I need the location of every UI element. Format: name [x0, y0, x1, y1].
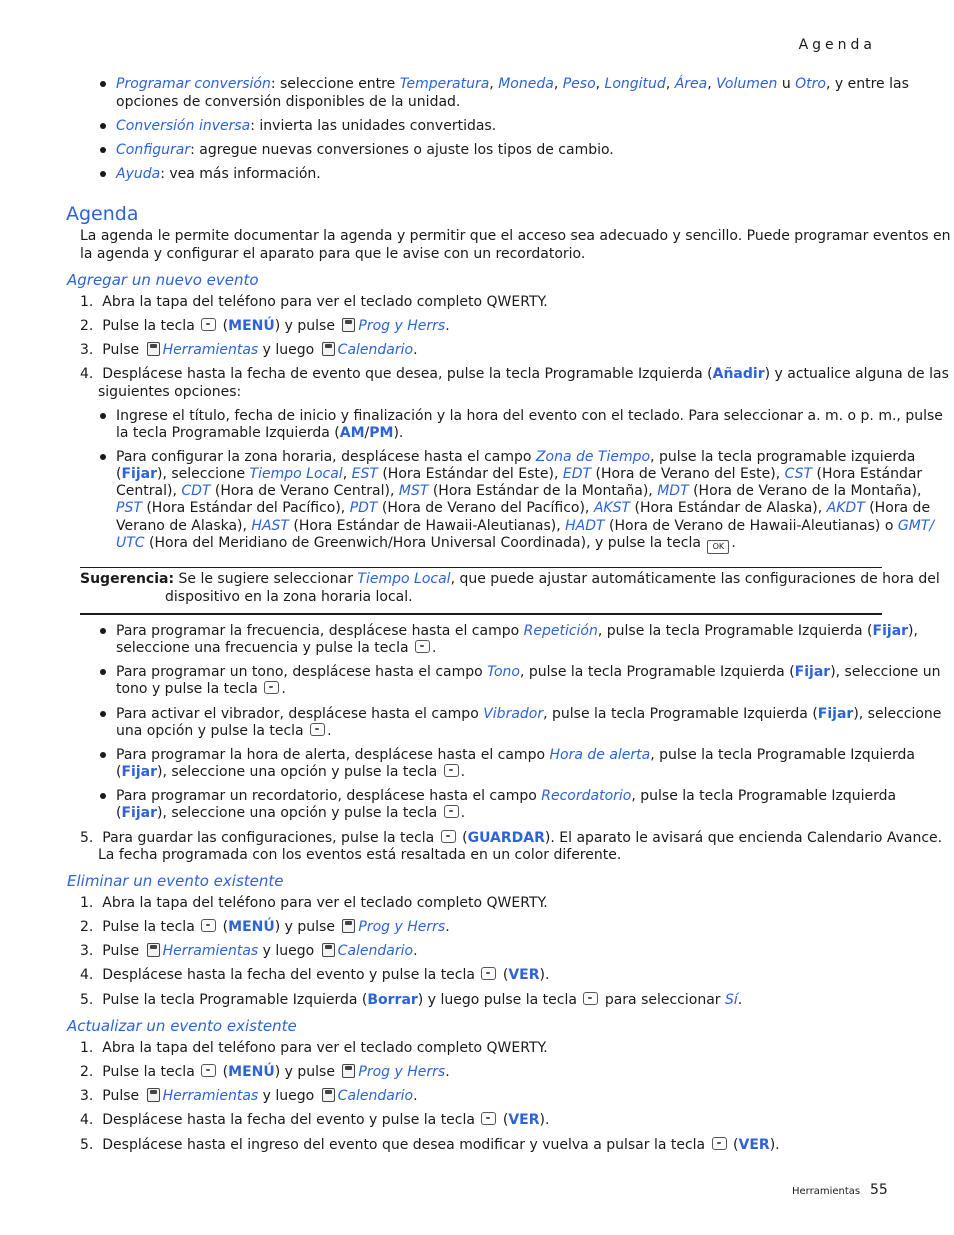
tip-text-continuation: dispositivo en la zona horaria local.	[165, 589, 413, 605]
add-label: Añadir	[712, 366, 765, 382]
option-pdt: PDT	[349, 500, 378, 516]
field-vibrador: Vibrador	[483, 706, 544, 722]
bullet-dot	[100, 752, 106, 758]
sub-bullet-continuation: (Fijar), seleccione Tiempo Local, EST (Hora Estándar del Este), EDT (Hora de Verano del Este), CST (Hora Estándar	[116, 466, 923, 482]
fijar-label: Fijar	[817, 706, 854, 722]
tip-label: Sugerencia:	[80, 571, 175, 587]
link-prog-herrs[interactable]: Prog y Herrs	[358, 1064, 446, 1080]
sub-bullet: Para programar la hora de alerta, desplácese hasta el campo Hora de alerta, pulse la tecla Programable Izquierda	[116, 747, 915, 763]
prog-herrs-icon	[342, 318, 355, 332]
link-volumen[interactable]: Volumen	[716, 76, 778, 92]
option-mst: MST	[398, 483, 429, 499]
step-4-continuation: siguientes opciones:	[98, 384, 242, 400]
option-tiempo-local: Tiempo Local	[249, 466, 343, 482]
link-tiempo-local[interactable]: Tiempo Local	[357, 571, 451, 587]
sub-bullet-continuation: tono y pulse la tecla .	[116, 681, 286, 697]
option-akdt: AKDT	[826, 500, 865, 516]
sub-bullet-continuation: Verano de Alaska), HAST (Hora Estándar de Hawaii-Aleutianas), HADT (Hora de Verano de Hawaii-Aleutianas) o GMT/	[116, 518, 935, 534]
running-header: Agenda	[798, 37, 876, 53]
link-programar-conversion[interactable]: Programar conversión	[116, 76, 271, 92]
fijar-label: Fijar	[794, 664, 831, 680]
bullet-dot	[100, 171, 106, 177]
list-item: Programar conversión: seleccione entre Temperatura, Moneda, Peso, Longitud, Área, Volumen u Otro, y entre las	[116, 76, 909, 92]
bullet-dot	[100, 628, 106, 634]
bullet-dot	[100, 669, 106, 675]
menu-label: MENÚ	[228, 919, 275, 935]
fijar-label: Fijar	[121, 466, 157, 482]
tip-rule-top	[80, 567, 882, 568]
option-hadt: HADT	[565, 518, 605, 534]
guardar-label: GUARDAR	[467, 830, 545, 846]
list-item: Configurar: agregue nuevas conversiones o ajuste los tipos de cambio.	[116, 142, 614, 158]
bullet-dot	[100, 81, 106, 87]
select-key-icon	[415, 640, 430, 653]
option-cst: CST	[784, 466, 813, 482]
sub-bullet-continuation: PST (Hora Estándar del Pacífico), PDT (Hora de Verano del Pacífico), AKST (Hora Estándar de Alaska), AKDT (Hora de	[116, 500, 931, 516]
option-hast: HAST	[251, 518, 289, 534]
intro-text: La agenda le permite documentar la agenda y permitir que el acceso sea adecuado y sencillo. Puede programar eventos en	[80, 228, 951, 244]
intro-text: la agenda y configurar el aparato para que le avise con un recordatorio.	[80, 246, 586, 262]
option-edt: EDT	[562, 466, 592, 482]
sub-bullet: Para programar un tono, desplácese hasta el campo Tono, pulse la tecla Programable Izquierda (Fijar), seleccione un	[116, 664, 941, 680]
step-3: 3. Pulse Herramientas y luego Calendario.	[80, 1088, 418, 1104]
herramientas-icon	[147, 1088, 160, 1102]
step-5: 5. Desplácese hasta el ingreso del evento que desea modificar y vuelva a pulsar la tecla (VER).	[80, 1137, 780, 1153]
option-cdt: CDT	[181, 483, 211, 499]
bullet-dot	[100, 793, 106, 799]
subsection-heading: Agregar un nuevo evento	[67, 271, 259, 289]
option-utc: UTC	[116, 535, 145, 551]
link-prog-herrs[interactable]: Prog y Herrs	[358, 318, 446, 334]
subsection-heading: Actualizar un evento existente	[67, 1017, 297, 1035]
step-3: 3. Pulse Herramientas y luego Calendario.	[80, 943, 418, 959]
link-configurar[interactable]: Configurar	[116, 142, 191, 158]
herramientas-icon	[147, 943, 160, 957]
link-herramientas[interactable]: Herramientas	[162, 342, 259, 358]
option-mdt: MDT	[657, 483, 689, 499]
step-4: 4. Desplácese hasta la fecha del evento y pulse la tecla (VER).	[80, 1112, 550, 1128]
ver-label: VER	[508, 1112, 540, 1128]
sub-bullet: Para configurar la zona horaria, desplácese hasta el campo Zona de Tiempo, pulse la tecla programable izquierda	[116, 449, 916, 465]
select-key-icon	[444, 764, 459, 777]
step-4: 4. Desplácese hasta la fecha del evento y pulse la tecla (VER).	[80, 967, 550, 983]
step-5: 5. Para guardar las configuraciones, pulse la tecla (GUARDAR). El aparato le avisará que encienda Calendario Avance.	[80, 830, 943, 846]
menu-label: MENÚ	[228, 1064, 275, 1080]
select-key-icon	[444, 805, 459, 818]
prog-herrs-icon	[342, 1064, 355, 1078]
field-tono: Tono	[487, 664, 520, 680]
link-peso[interactable]: Peso	[562, 76, 596, 92]
step-1: 1. Abra la tapa del teléfono para ver el teclado completo QWERTY.	[80, 1040, 548, 1056]
step-3: 3. Pulse Herramientas y luego Calendario.	[80, 342, 418, 358]
am-label: AM	[339, 425, 365, 441]
select-key-icon	[201, 919, 216, 932]
ok-key-icon: OK	[707, 540, 729, 554]
list-item: Conversión inversa: invierta las unidades convertidas.	[116, 118, 497, 134]
option-akst: AKST	[593, 500, 631, 516]
select-key-icon	[712, 1137, 727, 1150]
calendario-icon	[322, 1088, 335, 1102]
step-5: 5. Pulse la tecla Programable Izquierda (Borrar) y luego pulse la tecla para seleccionar Sí.	[80, 992, 743, 1008]
sub-bullet-continuation: (Fijar), seleccione una opción y pulse la tecla .	[116, 764, 466, 780]
step-1: 1. Abra la tapa del teléfono para ver el teclado completo QWERTY.	[80, 294, 548, 310]
step-2: 2. Pulse la tecla (MENÚ) y pulse Prog y Herrs.	[80, 318, 450, 334]
sub-bullet: Para programar un recordatorio, desplácese hasta el campo Recordatorio, pulse la tecla Programable Izquierda	[116, 788, 897, 804]
herramientas-icon	[147, 342, 160, 356]
page-number: 55	[870, 1182, 888, 1198]
field-recordatorio: Recordatorio	[541, 788, 632, 804]
fijar-label: Fijar	[121, 764, 157, 780]
option-gmt: GMT/	[897, 518, 935, 534]
select-key-icon	[441, 830, 456, 843]
list-item-continuation: opciones de conversión disponibles de la unidad.	[116, 94, 461, 110]
sub-bullet-continuation: la tecla Programable Izquierda (AM/PM).	[116, 425, 404, 441]
link-prog-herrs[interactable]: Prog y Herrs	[358, 919, 446, 935]
sub-bullet-continuation: seleccione una frecuencia y pulse la tecla .	[116, 640, 437, 656]
step-1: 1. Abra la tapa del teléfono para ver el teclado completo QWERTY.	[80, 895, 548, 911]
step-4: 4. Desplácese hasta la fecha de evento que desea, pulse la tecla Programable Izquierda (Añadir) y actualice alguna de las	[80, 366, 949, 382]
select-key-icon	[264, 681, 279, 694]
field-repeticion: Repetición	[523, 623, 598, 639]
pm-label: PM	[369, 425, 394, 441]
field-hora-de-alerta: Hora de alerta	[549, 747, 651, 763]
step-2: 2. Pulse la tecla (MENÚ) y pulse Prog y Herrs.	[80, 919, 450, 935]
fijar-label: Fijar	[121, 805, 157, 821]
prog-herrs-icon	[342, 919, 355, 933]
link-area[interactable]: Área	[674, 76, 708, 92]
select-key-icon	[481, 1112, 496, 1125]
link-longitud[interactable]: Longitud	[604, 76, 666, 92]
sub-bullet: Para activar el vibrador, desplácese hasta el campo Vibrador, pulse la tecla Programable Izquierda (Fijar), seleccione	[116, 706, 942, 722]
link-otro[interactable]: Otro	[795, 76, 826, 92]
option-si: Sí	[725, 992, 738, 1008]
link-conversion-inversa[interactable]: Conversión inversa	[116, 118, 251, 134]
link-moneda[interactable]: Moneda	[498, 76, 554, 92]
section-title: Agenda	[66, 203, 139, 225]
select-key-icon	[481, 967, 496, 980]
ver-label: VER	[738, 1137, 770, 1153]
option-est: EST	[351, 466, 378, 482]
link-herramientas[interactable]: Herramientas	[162, 943, 259, 959]
tip-text: Sugerencia: Se le sugiere seleccionar Tiempo Local, que puede ajustar automáticamente las configuraciones de hora del	[80, 571, 940, 587]
footer-section-label: Herramientas	[792, 1186, 861, 1197]
menu-label: MENÚ	[228, 318, 275, 334]
select-key-icon	[583, 992, 598, 1005]
tip-rule-bottom	[80, 613, 882, 615]
bullet-dot	[100, 147, 106, 153]
list-item: Ayuda: vea más información.	[116, 166, 321, 182]
subsection-heading: Eliminar un evento existente	[67, 872, 284, 890]
ver-label: VER	[508, 967, 540, 983]
fijar-label: Fijar	[872, 623, 909, 639]
step-5-continuation: La fecha programada con los eventos está resaltada en un color diferente.	[98, 847, 622, 863]
link-calendario[interactable]: Calendario	[337, 1088, 414, 1104]
select-key-icon	[310, 723, 325, 736]
calendario-icon	[322, 943, 335, 957]
bullet-dot	[100, 454, 106, 460]
link-ayuda[interactable]: Ayuda	[116, 166, 161, 182]
bullet-dot	[100, 711, 106, 717]
sub-bullet-continuation: (Fijar), seleccione una opción y pulse la tecla .	[116, 805, 466, 821]
sub-bullet: Ingrese el título, fecha de inicio y finalización y la hora del evento con el teclado. Para seleccionar a. m. o p. m., pulse	[116, 408, 943, 424]
bullet-dot	[100, 123, 106, 129]
sub-bullet: Para programar la frecuencia, desplácese hasta el campo Repetición, pulse la tecla Programable Izquierda (Fijar),	[116, 623, 918, 639]
sub-bullet-continuation: una opción y pulse la tecla .	[116, 723, 332, 739]
link-temperatura[interactable]: Temperatura	[399, 76, 490, 92]
calendario-icon	[322, 342, 335, 356]
field-zona-de-tiempo: Zona de Tiempo	[535, 449, 651, 465]
link-herramientas[interactable]: Herramientas	[162, 1088, 259, 1104]
link-calendario[interactable]: Calendario	[337, 943, 414, 959]
select-key-icon	[201, 318, 216, 331]
bullet-dot	[100, 413, 106, 419]
option-pst: PST	[116, 500, 142, 516]
select-key-icon	[201, 1064, 216, 1077]
sub-bullet-continuation: Central), CDT (Hora de Verano Central), MST (Hora Estándar de la Montaña), MDT (Hora de Verano de la Montaña),	[116, 483, 922, 499]
step-2: 2. Pulse la tecla (MENÚ) y pulse Prog y Herrs.	[80, 1064, 450, 1080]
borrar-label: Borrar	[367, 992, 418, 1008]
sub-bullet-continuation: UTC (Hora del Meridiano de Greenwich/Hora Universal Coordinada), y pulse la tecla OK .	[116, 535, 736, 554]
link-calendario[interactable]: Calendario	[337, 342, 414, 358]
